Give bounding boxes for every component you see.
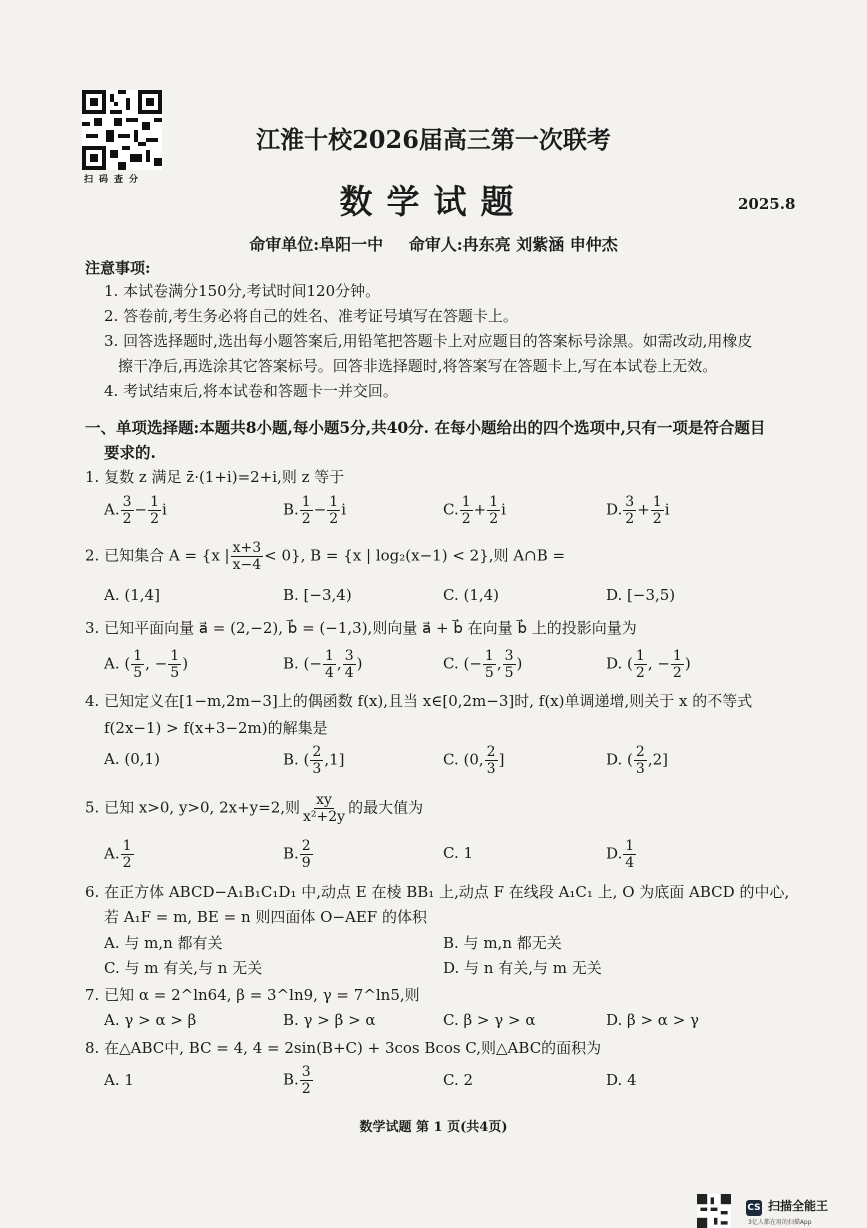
q1-option-b: B. $\frac{1}{2}$ − $\frac{1}{2}$ i [283,494,347,527]
q2-option-c: C. (1,4) [443,586,500,604]
q4-option-a: A. (0,1) [104,750,160,768]
notice-item: 2. 答卷前,考生务必将自己的姓名、准考证号填写在答题卡上。 [104,307,518,325]
subject-title: 数学试题 [339,182,528,221]
section-heading-cont: 要求的. [104,443,156,462]
section-heading: 一、单项选择题:本题共8小题,每小题5分,共40分. 在每小题给出的四个选项中,只有一项是符合题目 [85,418,766,437]
question-6-stem: 6. 在正方体 ABCD−A₁B₁C₁D₁ 中,动点 E 在棱 BB₁ 上,动点 F 在线段 A₁C₁ 上, O 为底面 ABCD 的中心, [85,883,790,901]
q5-option-a: A. $\frac{1}{2}$ [104,838,132,871]
q7-option-c: C. β > γ > α [443,1011,536,1029]
watermark-qr-icon [697,1194,731,1228]
q6-option-c: C. 与 m 有关,与 n 无关 [104,959,263,977]
q6-option-a: A. 与 m,n 都有关 [104,934,223,952]
notice-item: 3. 回答选择题时,选出每小题答案后,用铅笔把答题卡上对应题目的答案标号涂黑。如需改动,用橡皮 [104,332,753,350]
scanner-app-tagline: 3亿人都在用的扫描App [748,1219,812,1226]
q3-option-a: A. ( $\frac{1}{5}$ , − $\frac{1}{5}$ ) [104,648,189,681]
q7-option-b: B. γ > β > α [283,1011,376,1029]
q3-option-d: D. ( $\frac{1}{2}$ , − $\frac{1}{2}$ ) [606,648,691,681]
author-unit: 命审单位:阜阳一中 [249,235,384,254]
q4-option-c: C. (0, $\frac{2}{3}$ ] [443,744,505,777]
q6-option-d: D. 与 n 有关,与 m 无关 [443,959,602,977]
q7-option-d: D. β > α > γ [606,1011,700,1029]
question-5-stem: 5. 已知 x>0, y>0, 2x+y=2,则 $\frac{xy}{\text{x²+2y}}$ 的最大值为 [85,792,424,825]
question-7-stem: 7. 已知 α = 2^ln64, β = 3^ln9, γ = 7^ln5,则 [85,986,420,1004]
q5-option-c: C. 1 [443,844,474,862]
qr-caption: 扫码查分 [84,175,145,185]
notice-title: 注意事项: [85,259,151,277]
author-names: 命审人:冉东亮 刘紫涵 申仲杰 [408,235,618,254]
question-6-stem-cont: 若 A₁F = m, BE = n 则四面体 O−AEF 的体积 [104,908,427,926]
exam-title: 江淮十校2026届高三第一次联考 [256,125,611,154]
q2-option-d: D. [−3,5) [606,586,676,604]
q8-option-b: B. $\frac{3}{2}$ [283,1064,311,1097]
authors-line [0,232,867,255]
exam-date: 2025.8 [738,195,796,213]
question-4-stem: 4. 已知定义在[1−m,2m−3]上的偶函数 f(x),且当 x∈[0,2m−3]时, f(x)单调递增,则关于 x 的不等式 [85,692,753,710]
question-1-stem: 1. 复数 z 满足 z̄·(1+i)=2+i,则 z 等于 [85,468,345,486]
notice-item: 擦干净后,再选涂其它答案标号。回答非选择题时,将答案写在答题卡上,写在本试卷上无效。 [118,357,718,375]
q8-option-c: C. 2 [443,1071,474,1089]
q8-option-d: D. 4 [606,1071,637,1089]
q1-option-d: D. $\frac{3}{2}$ + $\frac{1}{2}$ i [606,494,670,527]
q2-option-b: B. [−3,4) [283,586,352,604]
q5-option-b: B. $\frac{2}{9}$ [283,838,311,871]
question-3-stem: 3. 已知平面向量 a⃗ = (2,−2), b⃗ = (−1,3),则向量 a⃗ + b⃗ 在向量 b⃗ 上的投影向量为 [85,619,637,637]
q2-option-a: A. (1,4] [104,586,160,604]
q7-option-a: A. γ > α > β [104,1011,197,1029]
question-8-stem: 8. 在△ABC中, BC = 4, 4 = 2sin(B+C) + 3cos Bcos C,则△ABC的面积为 [85,1039,602,1057]
q4-option-d: D. ( $\frac{2}{3}$ ,2] [606,744,668,777]
q5-option-d: D. $\frac{1}{4}$ [606,838,635,871]
notice-item: 1. 本试卷满分150分,考试时间120分钟。 [104,282,381,300]
q1-option-a: A. $\frac{3}{2}$ − $\frac{1}{2}$ i [104,494,167,527]
scanner-logo-icon: CS [746,1200,762,1216]
q3-option-c: C. (− $\frac{1}{5}$ , $\frac{3}{5}$ ) [443,648,523,681]
q4-option-b: B. ( $\frac{2}{3}$ ,1] [283,744,345,777]
scanner-app-name: 扫描全能王 [768,1199,829,1213]
q1-option-c: C. $\frac{1}{2}$ + $\frac{1}{2}$ i [443,494,506,527]
q3-option-b: B. (− $\frac{1}{4}$ , $\frac{3}{4}$ ) [283,648,363,681]
question-4-stem-cont: f(2x−1) > f(x+3−2m)的解集是 [104,719,328,737]
notice-item: 4. 考试结束后,将本试卷和答题卡一并交回。 [104,382,398,400]
q6-option-b: B. 与 m,n 都无关 [443,934,562,952]
question-2-stem: 2. 已知集合 A = {x | $\frac{x+3}{x-4}$ < 0}, B = {x | log₂(x−1) < 2},则 A∩B = [85,540,566,573]
q8-option-a: A. 1 [104,1071,134,1089]
page-footer: 数学试题 第 1 页(共4页) [359,1120,508,1135]
